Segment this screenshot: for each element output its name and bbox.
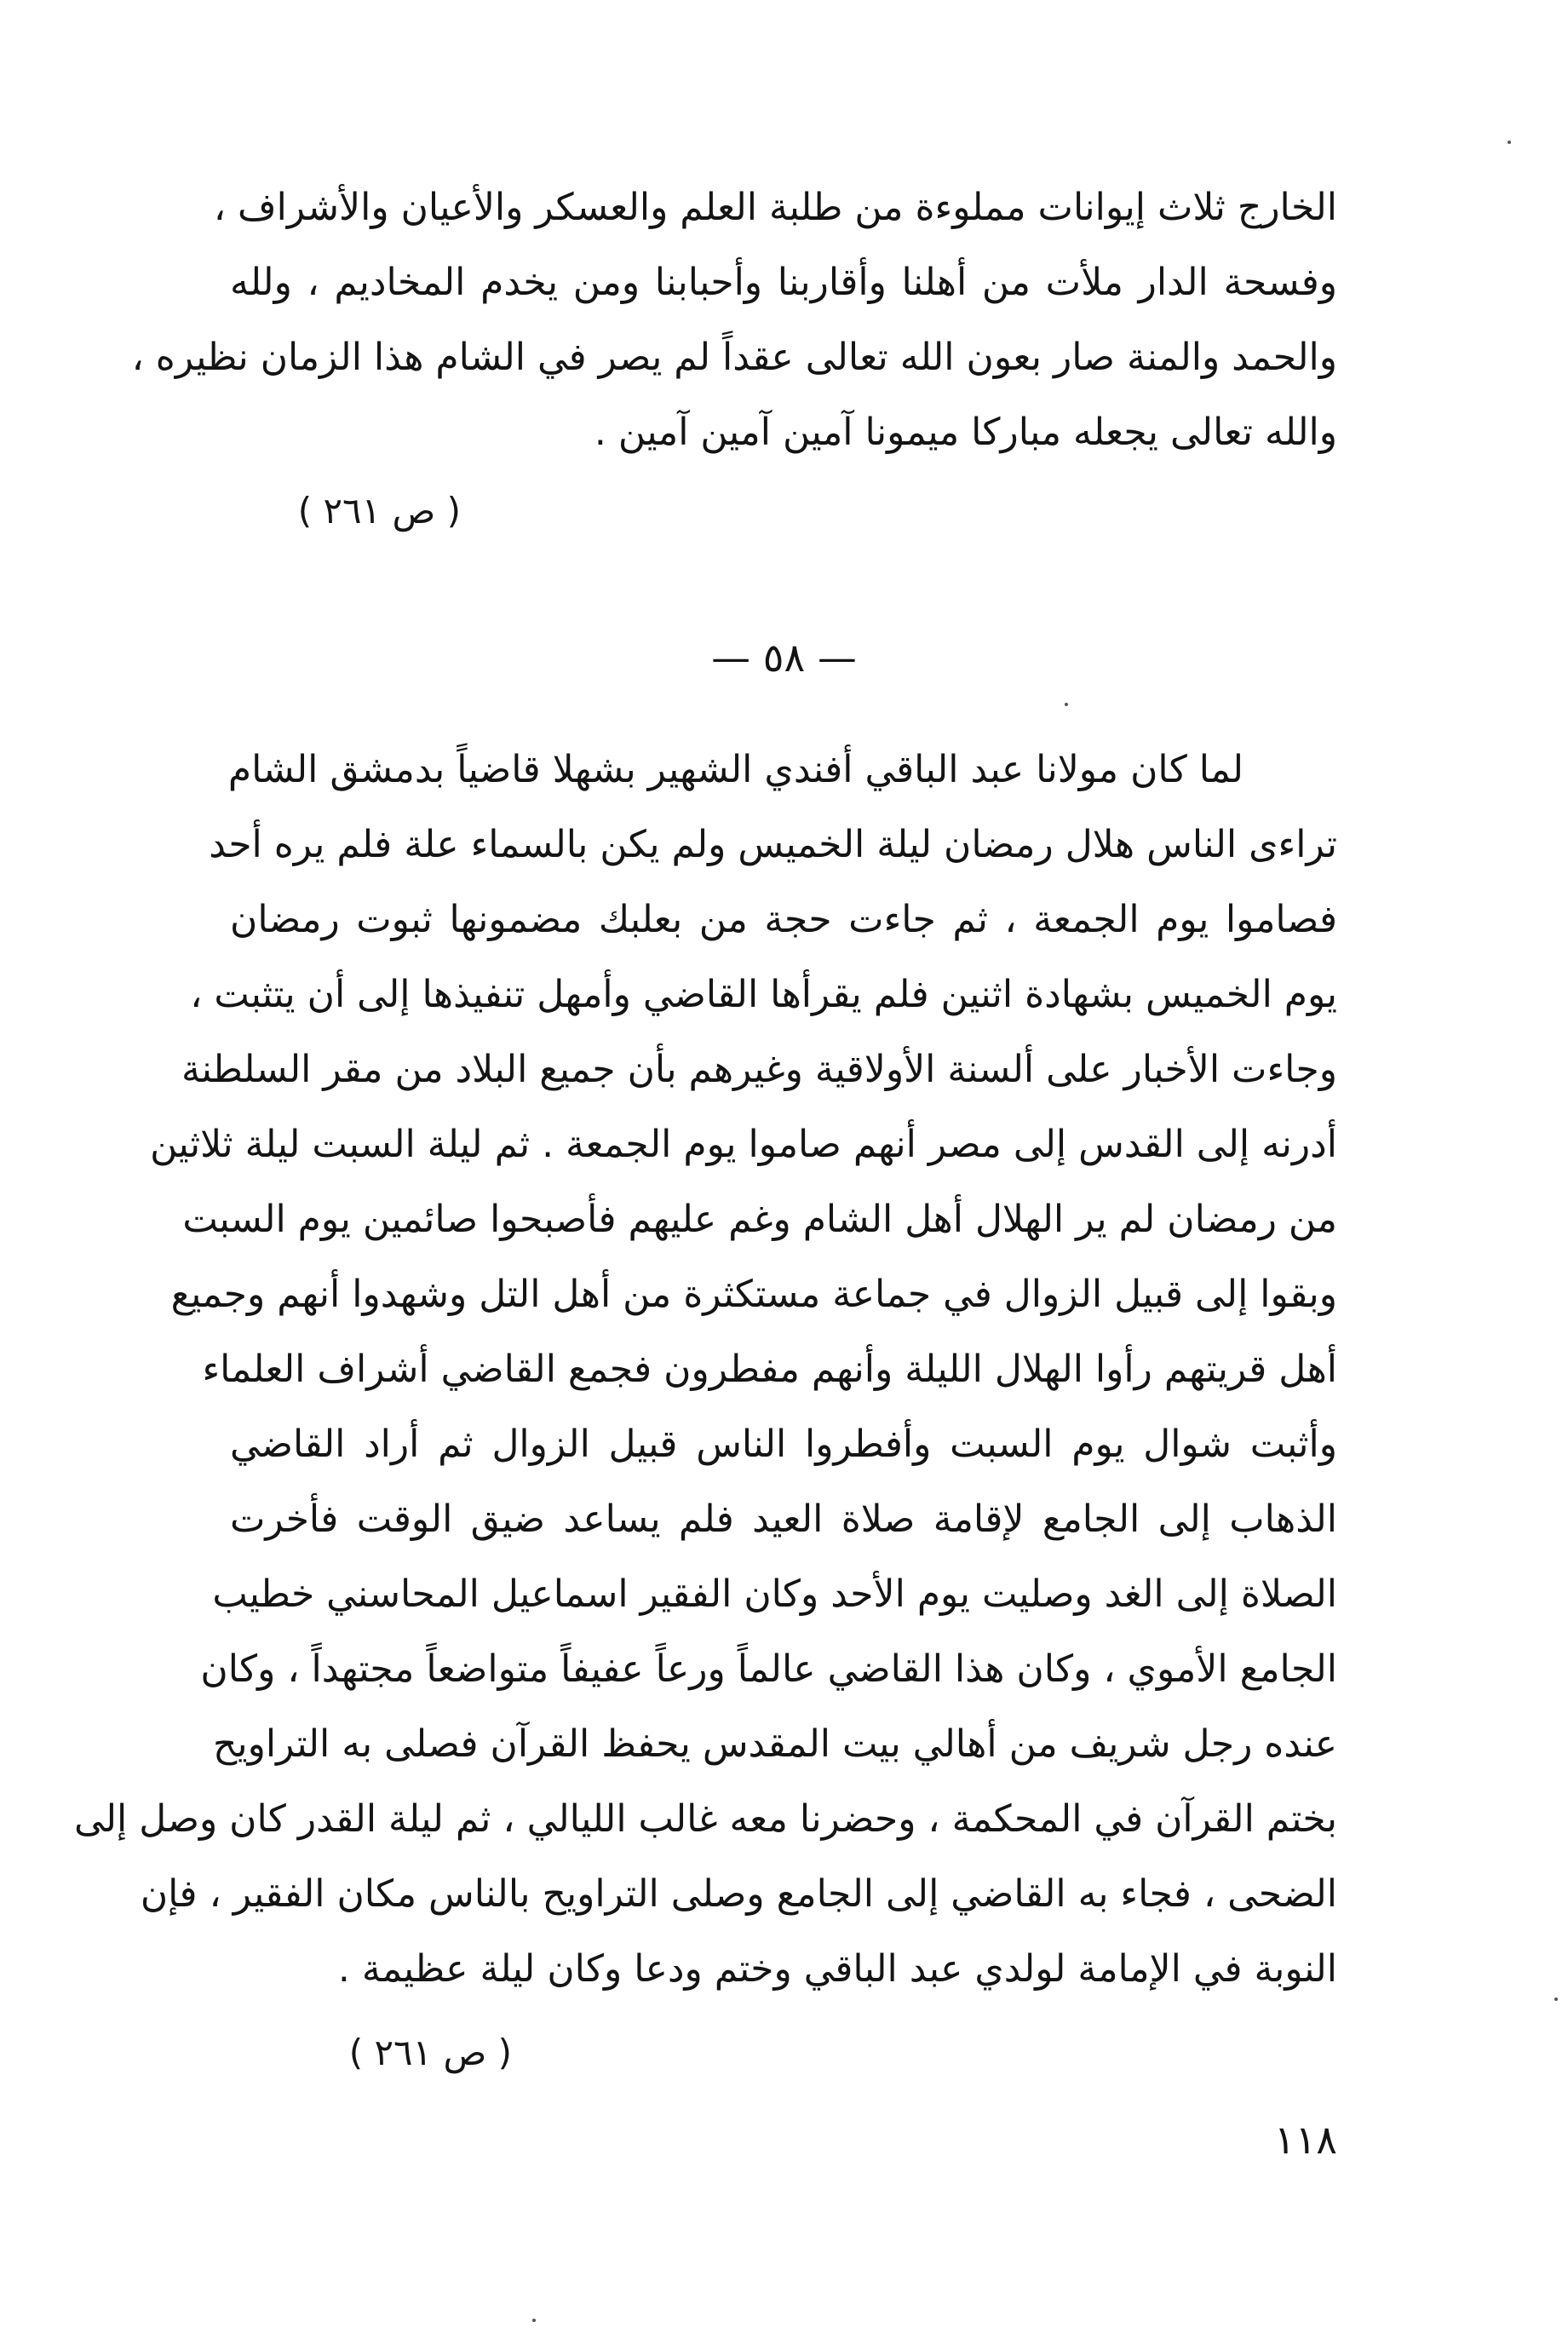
text-line: الصلاة إلى الغد وصليت يوم الأحد وكان الفقير اسماعيل المحاسني خطيب — [212, 1572, 1337, 1616]
text-line: فصاموا يوم الجمعة ، ثم جاءت حجة من بعلبك مضمونها ثبوت رمضان — [230, 898, 1337, 941]
text-line: أدرنه إلى القدس إلى مصر أنهم صاموا يوم الجمعة . ثم ليلة السبت ليلة ثلاثين — [150, 1123, 1337, 1166]
scan-speck — [1065, 703, 1068, 706]
text-line: الجامع الأموي ، وكان هذا القاضي عالماً ورعاً عفيفاً متواضعاً مجتهداً ، وكان — [200, 1647, 1337, 1691]
text-line: وجاءت الأخبار على ألسنة الأولاقية وغيرهم بأن جميع البلاد من مقر السلطنة — [181, 1048, 1337, 1091]
text-line: وأثبت شوال يوم السبت وأفطروا الناس قبيل الزوال ثم أراد القاضي — [230, 1423, 1337, 1466]
text-line: عنده رجل شريف من أهالي بيت المقدس يحفظ القرآن فصلى به التراويح — [212, 1722, 1337, 1766]
text-line: تراءى الناس هلال رمضان ليلة الخميس ولم يكن بالسماء علة فلم يره أحد — [209, 823, 1337, 866]
text-line: لما كان مولانا عبد الباقي أفندي الشهير بشهلا قاضياً بدمشق الشام — [227, 748, 1243, 791]
text-line: يوم الخميس بشهادة اثنين فلم يقرأها القاضي وأمهل تنفيذها إلى أن يتثبت ، — [190, 973, 1337, 1016]
text-line: بختم القرآن في المحكمة ، وحضرنا معه غالب الليالي ، ثم ليلة القدر كان وصل إلى — [73, 1797, 1337, 1841]
text-line: وفسحة الدار ملأت من أهلنا وأقاربنا وأحبابنا ومن يخدم المخاديم ، ولله — [230, 261, 1337, 304]
scan-speck — [1508, 141, 1511, 144]
section-number: — ٥٨ — — [711, 635, 857, 681]
page-reference: ( ص ٢٦١ ) — [348, 2032, 512, 2073]
scan-speck — [532, 2319, 536, 2322]
paragraph-continuation — [131, 170, 1337, 470]
text-line: والله تعالى يجعله مباركا ميمونا آمين آمين آمين . — [594, 411, 1337, 454]
scan-speck — [1554, 1997, 1558, 2001]
text-line: الضحى ، فجاء به القاضي إلى الجامع وصلى التراويح بالناس مكان الفقير ، فإن — [140, 1872, 1337, 1916]
text-line: الذهاب إلى الجامع لإقامة صلاة العيد فلم يساعد ضيق الوقت فأخرت — [230, 1497, 1337, 1541]
page-number: ١١٨ — [1273, 2117, 1337, 2163]
page-reference: ( ص ٢٦١ ) — [297, 490, 461, 532]
text-line: أهل قريتهم رأوا الهلال الليلة وأنهم مفطرون فجمع القاضي أشراف العلماء — [202, 1348, 1337, 1391]
text-line: الخارج ثلاث إيوانات مملوءة من طلبة العلم والعسكر والأعيان والأشراف ، — [213, 186, 1337, 229]
text-line: من رمضان لم ير الهلال أهل الشام وغم عليهم فأصبحوا صائمين يوم السبت — [182, 1198, 1337, 1241]
text-line: وبقوا إلى قبيل الزوال في جماعة مستكثرة من أهل التل وشهدوا أنهم وجميع — [170, 1273, 1337, 1316]
text-line: النوبة في الإمامة لولدي عبد الباقي وختم ودعا وكان ليلة عظيمة . — [337, 1947, 1337, 1991]
paragraph-main — [73, 733, 1337, 2007]
text-line: والحمد والمنة صار بعون الله تعالى عقداً لم يصر في الشام هذا الزمان نظيره ، — [131, 336, 1337, 379]
